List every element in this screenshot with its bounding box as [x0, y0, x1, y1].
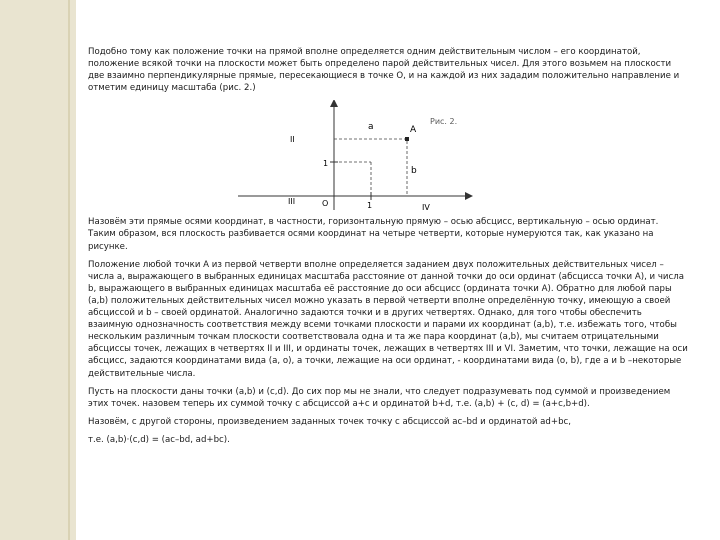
- label-quadrant-iv: IV: [422, 203, 430, 213]
- paragraph-sum: Пусть на плоскости даны точки (a,b) и (c,d). До сих пор мы не знали, что следует подразумевать под суммой и произведением этих точек. назовем теперь их суммой точку с абсциссой a+c и ординатой b+d, т.е. (a,b) + (c, d) = (a+c,b+d).: [88, 386, 671, 409]
- left-band-divider: [68, 0, 70, 540]
- paragraph-product: Назовём, с другой стороны, произведением заданных точек точку с абсциссой ac–bd и ординатой ad+bc,: [88, 416, 571, 427]
- label-origin: O: [322, 199, 329, 209]
- paragraph-product-formula: т.е. (a,b)·(c,d) = (ac–bd, ad+bc).: [88, 434, 230, 445]
- label-segment-b: b: [411, 166, 417, 177]
- label-unit-y: 1: [323, 159, 329, 169]
- label-quadrant-ii: II: [290, 135, 295, 145]
- label-quadrant-iii: III: [288, 197, 296, 207]
- label-unit-x: 1: [367, 201, 373, 211]
- paragraph-quadrants: Положение любой точки А из первой четверти вполне определяется заданием двух положительных действительных чисел – числа a, выражающего в выбранных единицах масштаба расстояние от данной точки до оси ординат (абсцисса точки А), и числа b, выражающего в выбранных единицах масштаба её расстояние до оси абсцисс (ордината точки А). Обратно для любой пары (a,b) положительных действительных чисел можно указать в первой четверти вполне определённую точку, имеющую а своей абсциссой и b – своей ординатой. Аналогично задаются точки и в других четвертях. Однако, для того чтобы обеспечить взаимную однозначность соответствия между всеми точками плоскости и парами их координат (a,b), т.е. избежать того, чтобы нескольким различным точкам плоскости соответствовала одна и та же пара координат (a,b), мы считаем отрицательными абсциссы точек, лежащих в четвертях II и III, и ординаты точек, лежащих в четвертях III и VI. Заметим, что точки, лежащие на оси абсцисс, задаются координатами вида (a, o), а точки, лежащие на оси ординат, - координатами вида (o, b), где a и b –некоторые действительные числа.: [88, 259, 688, 379]
- label-segment-a: a: [368, 122, 374, 133]
- label-point-a: A: [410, 125, 417, 136]
- point-a-marker: [405, 137, 409, 141]
- left-decorative-band: [0, 0, 76, 540]
- coordinate-axes-diagram: [88, 100, 488, 212]
- paragraph-axes: Назовём эти прямые осями координат, в частности, горизонтальную прямую – осью абсцисс, вертикальную – осью ординат. Таким образом, вся плоскость разбивается осями координат на четыре четверти, которые нумеруются так, как указано на рисунке.: [88, 217, 659, 252]
- figure-caption: Рис. 2.: [430, 117, 458, 127]
- paragraph-intro: Подобно тому как положение точки на прямой вполне определяется одним действительным числом – его координатой, положение всякой точки на плоскости может быть определено парой действительных чисел. Для этого возьмем на плоскости две взаимно перпендикулярные прямые, пересекающиеся в точке О, и на каждой из них зададим положительно направление и отметим единицу масштаба (рис. 2.): [88, 47, 680, 94]
- document-body: [88, 46, 688, 452]
- coordinate-figure: [88, 100, 488, 212]
